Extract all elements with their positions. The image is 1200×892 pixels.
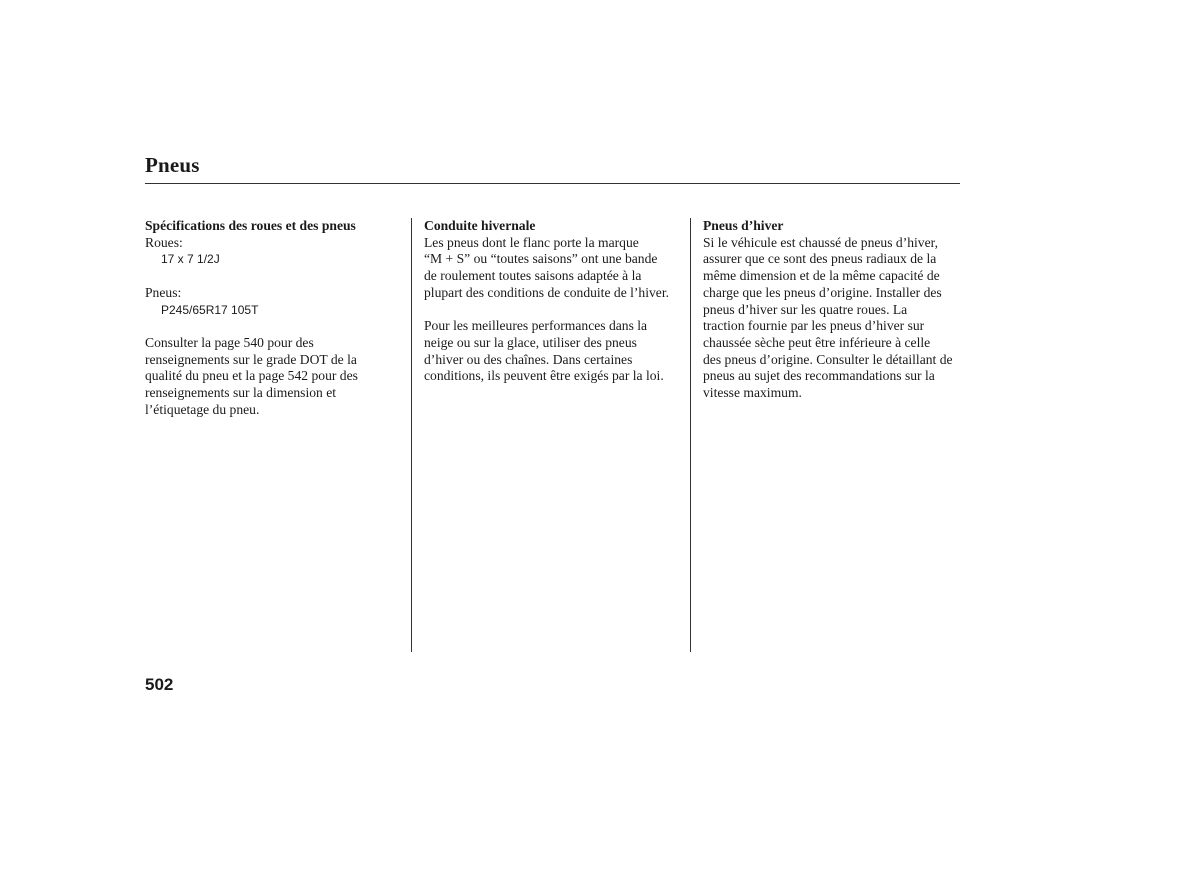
tires-value: P245/65R17 105T — [161, 302, 259, 317]
wheels-label: Roues: — [145, 234, 183, 250]
winter-driving-paragraph-2: Pour les meilleures performances dans la neige ou sur la glace, utiliser des pneus d’hiver ou des chaînes. Dans certaines conditions, ils peuvent être exigés par la loi. — [424, 318, 664, 384]
winter-tires-heading: Pneus d’hiver — [703, 218, 784, 233]
spacer — [145, 268, 403, 285]
column-winter-driving — [424, 218, 684, 385]
column-divider — [690, 218, 691, 652]
column-winter-tires — [703, 218, 965, 402]
page-number: 502 — [145, 675, 174, 694]
page-title: Pneus — [145, 153, 200, 177]
specifications-note: Consulter la page 540 pour des renseignements sur le grade DOT de la qualité du pneu et la page 542 pour des renseignements sur la dimension et l’étiquetage du pneu. — [145, 334, 358, 417]
winter-driving-paragraph-1: Les pneus dont le flanc porte la marque “M + S” ou “toutes saisons” ont une bande de roulement toutes saisons adaptée à la plupart des conditions de conduite de l’hiver. — [424, 234, 670, 300]
winter-tires-paragraph: Si le véhicule est chaussé de pneus d’hiver, assurer que ce sont des pneus radiaux de la même dimension et de la même capacité de charge que les pneus d’origine. Installer des pneus d’hiver sur les quatre roues. La traction fournie par les pneus d’hiver sur chaussée sèche peut être inférieure à celle des pneus d’origine. Consulter le détaillant de pneus au sujet des recommandations sur la vitesse maximum. — [703, 234, 953, 401]
column-divider — [411, 218, 412, 652]
column-specifications — [145, 218, 403, 418]
spacer — [424, 302, 684, 319]
spacer — [145, 318, 403, 335]
title-rule — [145, 183, 960, 184]
wheels-value: 17 x 7 1/2J — [161, 252, 220, 267]
tires-label: Pneus: — [145, 284, 182, 300]
specifications-heading: Spécifications des roues et des pneus — [145, 218, 356, 233]
winter-driving-heading: Conduite hivernale — [424, 218, 536, 233]
